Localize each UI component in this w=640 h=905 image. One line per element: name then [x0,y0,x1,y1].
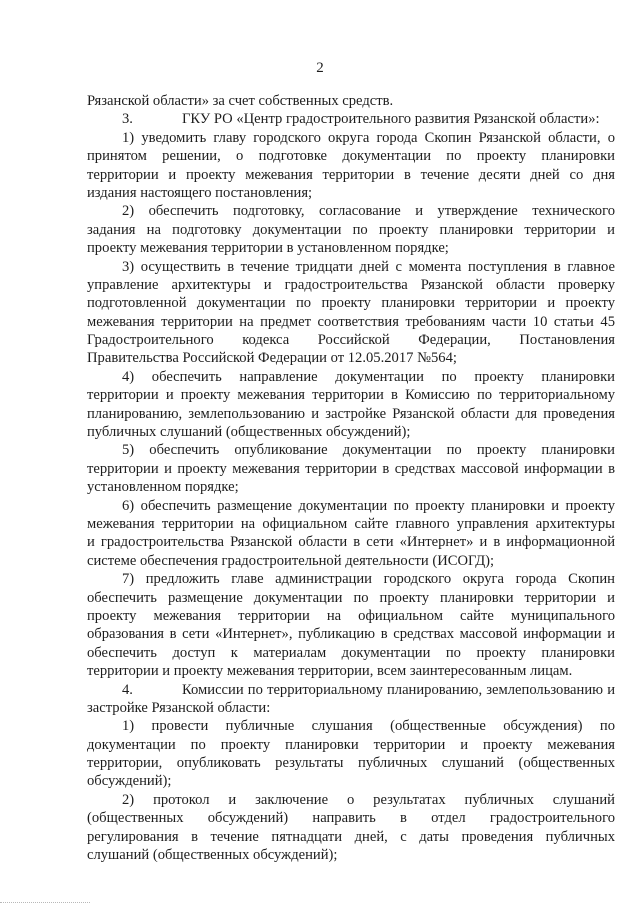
text-line: 6) обеспечить размещение документации по проекту планировки и проекту [122,497,615,514]
scan-edge-mark [0,901,90,903]
text-line: проекту межевания территории на официальном сайте муниципального [87,607,615,624]
text-line: обеспечить доступ к материалам документации по проекту планировки [87,644,615,661]
text-line: Правительства Российской Федерации от 12.05.2017 №564; [87,350,457,367]
text-line: межевания территории на предмет соответствия требованиям части 10 статьи 45 [87,313,615,330]
section-number: 3. [122,111,133,128]
text-line: принятом решении, о подготовке документации по проекту планировки [87,148,615,165]
section-heading-4 [87,681,615,699]
text-line: 1) провести публичные слушания (общественные обсуждения) по [122,718,615,735]
text-line: слушаний (общественных обсуждений); [87,847,338,864]
text-line: 5) обеспечить опубликование документации по проекту планировки [122,442,615,459]
page-number: 2 [316,60,324,76]
document-body [87,92,615,864]
text-line: издания настоящего постановления; [87,184,313,201]
text-line: образования в сети «Интернет», публикацию в средствах массовой информации и [87,626,615,643]
text-line: 2) протокол и заключение о результатах публичных слушаний [122,791,615,808]
text-line: публичных слушаний (общественных обсуждений); [87,424,411,441]
text-line: (общественных обсуждений) направить в отдел градостроительного [87,810,615,827]
text-line: обсуждений); [87,773,172,790]
section-title: ГКУ РО «Центр градостроительного развития Рязанской области»: [182,111,600,128]
text-line: Градостроительного кодекса Российской Федерации, Постановления [87,332,615,349]
text-line: Рязанской области» за счет собственных средств. [87,93,394,109]
text-line: управление архитектуры и градостроительства Рязанской области проверку [87,276,615,293]
text-line: межевания территории на официальном сайте главного управления архитектуры [87,515,615,532]
text-line: планированию, землепользованию и застройке Рязанской области для проведения [87,405,615,422]
text-line: документации по проекту планировки территории и проекту межевания [87,736,615,753]
text-line: территории, опубликовать результаты публичных слушаний (общественных [87,755,615,772]
text-line: 4) обеспечить направление документации по проекту планировки [122,368,615,385]
text-line: 7) предложить главе администрации городского округа города Скопин [122,571,615,588]
text-line: территории и проекту межевания территории в Комиссию по территориальному [87,387,615,404]
text-line: территории и проекту межевания территории, всем заинтересованным лицам. [87,663,573,680]
text-line: проекту межевания территории в установленном порядке; [87,240,449,257]
text-line: регулирования в течение пятнадцати дней, с даты проведения публичных [87,828,615,845]
text-line: застройке Рязанской области: [87,699,271,716]
text-line: системе обеспечения градостроительной деятельности (ИСОГД); [87,552,495,569]
text-line: задания на подготовку документации по проекту планировки территории и [87,221,615,238]
text-line: и градостроительства Рязанской области в сети «Интернет» и в информационной [87,534,615,551]
section-title: Комиссии по территориальному планированию, землепользованию и [182,681,615,698]
section-number: 4. [122,681,133,698]
text-line: территории и проекту межевания территории в течение десяти дней со дня [87,166,615,183]
text-line: 3) осуществить в течение тридцати дней с момента поступления в главное [122,258,615,275]
text-line: установленном порядке; [87,479,239,496]
text-line: подготовленной документации по проекту планировки территории и проекту [87,295,615,312]
text-line: 1) уведомить главу городского округа города Скопин Рязанской области, о [122,129,615,146]
section-heading-3 [87,110,615,128]
text-line: территории и проекту межевания территории в средствах массовой информации в [87,460,615,477]
text-line: обеспечить размещение документации по проекту планировки территории и [87,589,615,606]
text-line: 2) обеспечить подготовку, согласование и утверждение технического [122,203,615,220]
